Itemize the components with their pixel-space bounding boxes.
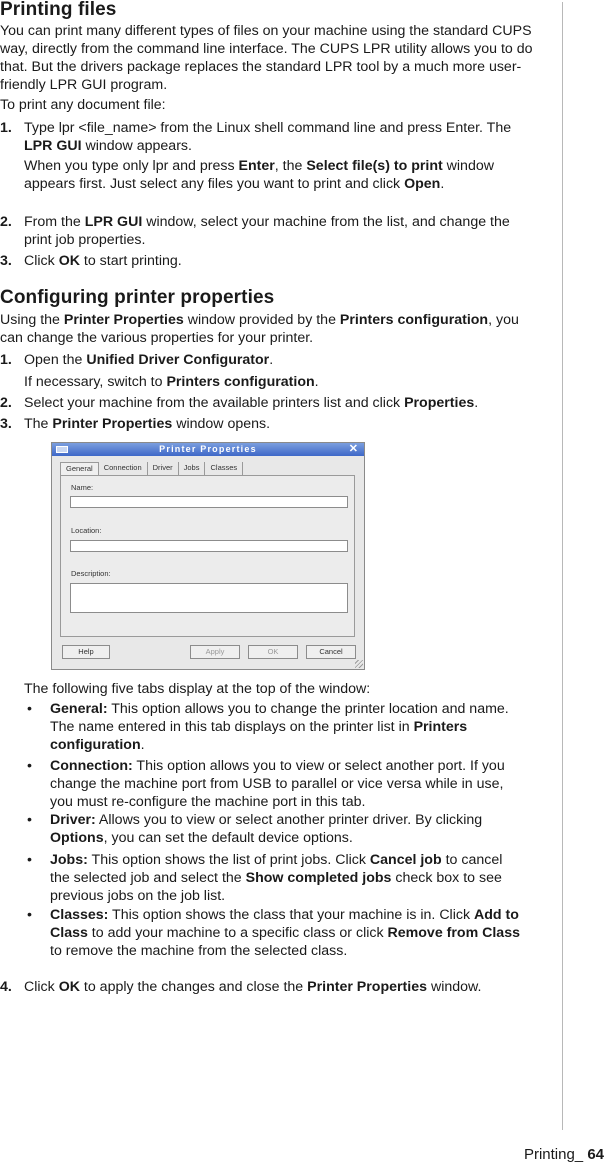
page-number: 64 <box>587 1146 604 1163</box>
location-field[interactable] <box>70 540 348 552</box>
tabs-lead: The following five tabs display at the top of the window: <box>24 681 371 697</box>
resize-grip-icon[interactable] <box>355 660 363 668</box>
description-field[interactable] <box>70 583 348 613</box>
config-step-4: 4. Click OK to apply the changes and close the Printer Properties window. <box>0 979 482 995</box>
bullet-connection: • Connection: This option allows you to view or select another port. If you change the machine port from USB to parallel or vice versa while in use, you must re-configure the machine port in this tab. <box>27 758 505 810</box>
tab-jobs[interactable]: Jobs <box>179 462 206 476</box>
cancel-button[interactable]: Cancel <box>306 645 356 659</box>
section-title-printing-files: Printing files <box>0 0 117 20</box>
page-footer <box>524 1146 604 1164</box>
config-step-1-note: If necessary, switch to Printers configuration. <box>24 374 319 390</box>
config-step-2: 2. Select your machine from the available printers list and click Properties. <box>0 395 479 411</box>
help-button[interactable]: Help <box>62 645 110 659</box>
print-step-1-note: When you type only lpr and press Enter, the Select file(s) to print window appears first. Just select any files you want to print and click Open. <box>24 158 494 192</box>
apply-button[interactable]: Apply <box>190 645 240 659</box>
ok-button[interactable]: OK <box>248 645 298 659</box>
close-icon[interactable]: ✕ <box>348 443 358 455</box>
margin-rule <box>562 2 563 1130</box>
tab-connection[interactable]: Connection <box>99 462 148 476</box>
name-field[interactable] <box>70 496 348 508</box>
printing-lead: To print any document file: <box>0 97 166 113</box>
bullet-general: • General: This option allows you to change the printer location and name. The name entered in this tab displays on the printer list in Printers configuration. <box>27 701 509 753</box>
bullet-jobs: • Jobs: This option shows the list of print jobs. Click Cancel job to cancel the selected job and select the Show completed jobs check box to see previous jobs on the job list. <box>27 852 503 904</box>
tab-general[interactable]: General <box>60 462 99 476</box>
printer-properties-dialog <box>51 442 365 670</box>
location-label: Location: <box>71 526 102 535</box>
print-step-3: 3. Click OK to start printing. <box>0 253 182 269</box>
dialog-tabs <box>60 462 243 476</box>
printing-intro: You can print many different types of files on your machine using the standard CUPS way, directly from the command line interface. The CUPS LPR utility allows you to do that. But the drivers package replaces the standard LPR tool by a much more user-friendly LPR GUI program. <box>0 23 533 93</box>
bullet-driver: • Driver: Allows you to view or select another printer driver. By clicking Options, you can set the default device options. <box>27 812 483 846</box>
general-panel <box>60 475 355 637</box>
description-label: Description: <box>71 569 111 578</box>
dialog-title: Printer Properties <box>159 444 257 454</box>
footer-section: Printing_ <box>523 1146 584 1163</box>
print-step-2: 2. From the LPR GUI window, select your machine from the list, and change the print job properties. <box>0 214 510 248</box>
config-step-3: 3. The Printer Properties window opens. <box>0 416 271 432</box>
tab-classes[interactable]: Classes <box>205 462 243 476</box>
name-label: Name: <box>71 483 94 492</box>
print-step-1: 1. Type lpr <file_name> from the Linux shell command line and press Enter. The LPR GUI window appears. <box>0 120 512 154</box>
tab-driver[interactable]: Driver <box>148 462 179 476</box>
section-title-configuring: Configuring printer properties <box>0 287 275 308</box>
configuring-intro: Using the Printer Properties window provided by the Printers configuration, you can change the various properties for your printer. <box>0 312 519 346</box>
config-step-1: 1. Open the Unified Driver Configurator. <box>0 352 274 368</box>
dialog-titlebar <box>52 443 364 456</box>
bullet-classes: • Classes: This option shows the class that your machine is in. Click Add to Class to add your machine to a specific class or click Remove from Class to remove the machine from the selected class. <box>27 907 520 959</box>
